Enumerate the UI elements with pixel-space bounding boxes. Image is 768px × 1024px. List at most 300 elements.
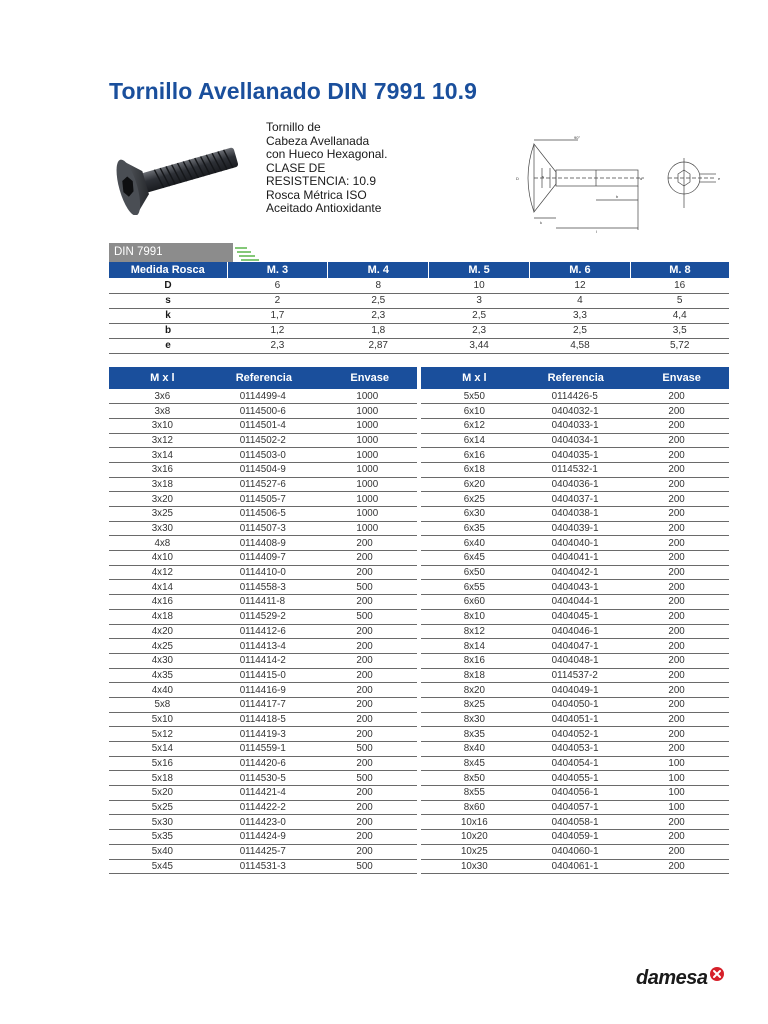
size-cell: 10x25: [421, 844, 528, 859]
spec-cell: 2,5: [328, 293, 429, 308]
technical-drawing: [512, 134, 724, 234]
reference-cell: 0114537-2: [528, 668, 641, 683]
size-cell: 4x8: [109, 536, 216, 551]
spec-cell: 4,58: [530, 338, 631, 353]
package-cell: 200: [328, 815, 417, 830]
table-row: [109, 565, 729, 580]
size-cell: 6x10: [421, 404, 528, 419]
package-cell: 200: [640, 536, 729, 551]
package-cell: 1000: [328, 433, 417, 448]
size-cell: 3x18: [109, 477, 216, 492]
size-cell: 6x14: [421, 433, 528, 448]
brand-mark-icon: [710, 967, 724, 981]
package-cell: 200: [640, 859, 729, 874]
size-cell: 4x40: [109, 683, 216, 698]
spec-cell: 5,72: [630, 338, 729, 353]
reference-cell: 0114559-1: [216, 742, 329, 757]
reference-cell: 0404043-1: [528, 580, 641, 595]
size-cell: 6x55: [421, 580, 528, 595]
size-cell: 5x16: [109, 756, 216, 771]
size-cell: 6x20: [421, 477, 528, 492]
package-cell: 200: [328, 800, 417, 815]
size-cell: 5x10: [109, 712, 216, 727]
package-cell: 1000: [328, 404, 417, 419]
size-cell: 3x12: [109, 433, 216, 448]
table-row: [109, 859, 729, 874]
size-cell: 4x14: [109, 580, 216, 595]
size-cell: 6x50: [421, 565, 528, 580]
package-cell: 200: [328, 595, 417, 610]
reference-cell: 0404045-1: [528, 609, 641, 624]
ref-header-cell: Envase: [328, 367, 417, 389]
size-cell: 3x10: [109, 418, 216, 433]
spec-table-row: [109, 338, 729, 353]
spec-cell: 3: [429, 293, 530, 308]
description-line: RESISTENCIA: 10.9: [266, 174, 377, 188]
reference-cell: 0404052-1: [528, 727, 641, 742]
reference-cell: 0114501-4: [216, 418, 329, 433]
size-cell: 6x35: [421, 521, 528, 536]
ref-header-cell: M x l: [421, 367, 528, 389]
section-label: [109, 243, 249, 262]
package-cell: 200: [640, 727, 729, 742]
package-cell: 200: [328, 565, 417, 580]
package-cell: 200: [328, 653, 417, 668]
description-line: Aceitado Antioxidante: [266, 201, 382, 215]
reference-cell: 0114505-7: [216, 492, 329, 507]
reference-cell: 0114414-2: [216, 653, 329, 668]
size-cell: 5x20: [109, 786, 216, 801]
size-cell: 8x20: [421, 683, 528, 698]
table-row: [109, 683, 729, 698]
package-cell: 200: [640, 624, 729, 639]
size-cell: 5x40: [109, 844, 216, 859]
package-cell: 200: [640, 580, 729, 595]
reference-table-header: [109, 367, 729, 389]
table-row: [109, 404, 729, 419]
package-cell: 200: [640, 683, 729, 698]
brand-logo: [636, 967, 724, 990]
spec-row-label: b: [109, 323, 227, 338]
page-title: Tornillo Avellanado DIN 7991 10.9: [109, 78, 478, 104]
reference-cell: 0114558-3: [216, 580, 329, 595]
spec-cell: 2,87: [328, 338, 429, 353]
reference-cell: 0114499-4: [216, 389, 329, 404]
size-cell: 6x12: [421, 418, 528, 433]
spec-cell: 5: [630, 293, 729, 308]
reference-cell: 0404042-1: [528, 565, 641, 580]
diagram-label-b: b: [616, 194, 619, 199]
spec-header-cell: M. 8: [630, 262, 729, 278]
size-cell: 5x14: [109, 742, 216, 757]
size-cell: 5x50: [421, 389, 528, 404]
spec-cell: 3,3: [530, 308, 631, 323]
package-cell: 500: [328, 742, 417, 757]
reference-cell: 0404050-1: [528, 697, 641, 712]
size-cell: 8x60: [421, 800, 528, 815]
table-row: [109, 727, 729, 742]
size-cell: 6x18: [421, 462, 528, 477]
reference-cell: 0404033-1: [528, 418, 641, 433]
package-cell: 200: [328, 756, 417, 771]
package-cell: 200: [640, 433, 729, 448]
spec-cell: 2,3: [227, 338, 328, 353]
size-cell: 8x14: [421, 639, 528, 654]
table-row: [109, 580, 729, 595]
reference-cell: 0404058-1: [528, 815, 641, 830]
package-cell: 200: [328, 683, 417, 698]
diagram-label-l: l: [596, 229, 597, 234]
table-row: [109, 830, 729, 845]
package-cell: 200: [640, 830, 729, 845]
package-cell: 200: [640, 507, 729, 522]
spec-cell: 2,3: [328, 308, 429, 323]
spec-cell: 4,4: [630, 308, 729, 323]
diagram-label-e: e: [718, 176, 721, 181]
package-cell: 200: [640, 697, 729, 712]
section-label-text: DIN 7991: [109, 243, 229, 262]
table-row: [109, 800, 729, 815]
size-cell: 10x20: [421, 830, 528, 845]
size-cell: 3x6: [109, 389, 216, 404]
package-cell: 200: [640, 521, 729, 536]
ref-header-cell: M x l: [109, 367, 216, 389]
size-cell: 8x25: [421, 697, 528, 712]
reference-cell: 0404037-1: [528, 492, 641, 507]
reference-cell: 0114408-9: [216, 536, 329, 551]
package-cell: 100: [640, 786, 729, 801]
spec-cell: 8: [328, 278, 429, 293]
package-cell: 200: [640, 389, 729, 404]
package-cell: 1000: [328, 507, 417, 522]
package-cell: 200: [640, 418, 729, 433]
package-cell: 200: [328, 551, 417, 566]
stripes-decoration-icon: [229, 243, 259, 262]
spec-cell: 2,3: [429, 323, 530, 338]
reference-cell: 0404049-1: [528, 683, 641, 698]
table-row: [109, 595, 729, 610]
description-line: Tornillo de: [266, 120, 321, 134]
spec-table-row: [109, 278, 729, 293]
size-cell: 4x16: [109, 595, 216, 610]
spec-cell: 1,2: [227, 323, 328, 338]
reference-cell: 0404036-1: [528, 477, 641, 492]
size-cell: 6x60: [421, 595, 528, 610]
table-row: [109, 697, 729, 712]
size-cell: 5x45: [109, 859, 216, 874]
size-cell: 3x16: [109, 462, 216, 477]
size-cell: 10x16: [421, 815, 528, 830]
reference-cell: 0404059-1: [528, 830, 641, 845]
reference-cell: 0114503-0: [216, 448, 329, 463]
reference-cell: 0404056-1: [528, 786, 641, 801]
table-row: [109, 477, 729, 492]
package-cell: 200: [328, 668, 417, 683]
size-cell: 5x35: [109, 830, 216, 845]
spec-cell: 4: [530, 293, 631, 308]
spec-cell: 1,8: [328, 323, 429, 338]
package-cell: 500: [328, 609, 417, 624]
package-cell: 500: [328, 771, 417, 786]
spec-cell: 1,7: [227, 308, 328, 323]
spec-cell: 2,5: [429, 308, 530, 323]
reference-cell: 0114423-0: [216, 815, 329, 830]
size-cell: 8x45: [421, 756, 528, 771]
package-cell: 200: [640, 653, 729, 668]
reference-cell: 0114411-8: [216, 595, 329, 610]
size-cell: 8x18: [421, 668, 528, 683]
package-cell: 1000: [328, 389, 417, 404]
package-cell: 1000: [328, 462, 417, 477]
reference-cell: 0404039-1: [528, 521, 641, 536]
reference-cell: 0114529-2: [216, 609, 329, 624]
size-cell: 8x10: [421, 609, 528, 624]
package-cell: 200: [328, 624, 417, 639]
diagram-label-k: k: [540, 220, 542, 225]
package-cell: 1000: [328, 521, 417, 536]
package-cell: 200: [640, 844, 729, 859]
size-cell: 4x20: [109, 624, 216, 639]
spec-header-cell: M. 4: [328, 262, 429, 278]
package-cell: 200: [328, 844, 417, 859]
table-row: [109, 756, 729, 771]
size-cell: 6x16: [421, 448, 528, 463]
table-row: [109, 653, 729, 668]
size-cell: 4x30: [109, 653, 216, 668]
reference-cell: 0404046-1: [528, 624, 641, 639]
table-row: [109, 462, 729, 477]
reference-cell: 0114413-4: [216, 639, 329, 654]
size-cell: 4x25: [109, 639, 216, 654]
table-row: [109, 844, 729, 859]
size-cell: 4x35: [109, 668, 216, 683]
reference-cell: 0404061-1: [528, 859, 641, 874]
spec-cell: 12: [530, 278, 631, 293]
package-cell: 200: [328, 727, 417, 742]
size-cell: 6x45: [421, 551, 528, 566]
table-row: [109, 418, 729, 433]
size-cell: 8x55: [421, 786, 528, 801]
size-cell: 4x18: [109, 609, 216, 624]
table-row: [109, 639, 729, 654]
package-cell: 200: [640, 742, 729, 757]
size-cell: 5x18: [109, 771, 216, 786]
reference-cell: 0404055-1: [528, 771, 641, 786]
package-cell: 200: [328, 712, 417, 727]
reference-cell: 0404038-1: [528, 507, 641, 522]
reference-cell: 0114527-6: [216, 477, 329, 492]
reference-cell: 0114416-9: [216, 683, 329, 698]
size-cell: 3x14: [109, 448, 216, 463]
reference-cell: 0404044-1: [528, 595, 641, 610]
package-cell: 200: [640, 448, 729, 463]
size-cell: 6x25: [421, 492, 528, 507]
reference-cell: 0114425-7: [216, 844, 329, 859]
ref-header-cell: Envase: [640, 367, 729, 389]
brand-name: damesa: [636, 967, 708, 989]
reference-table: [109, 367, 729, 874]
reference-cell: 0114417-7: [216, 697, 329, 712]
spec-header-cell: M. 6: [530, 262, 631, 278]
reference-cell: 0114420-6: [216, 756, 329, 771]
reference-cell: 0404048-1: [528, 653, 641, 668]
package-cell: 200: [640, 595, 729, 610]
package-cell: 500: [328, 859, 417, 874]
reference-cell: 0404057-1: [528, 800, 641, 815]
ref-header-cell: Referencia: [216, 367, 329, 389]
package-cell: 100: [640, 800, 729, 815]
package-cell: 500: [328, 580, 417, 595]
reference-cell: 0404053-1: [528, 742, 641, 757]
reference-cell: 0404034-1: [528, 433, 641, 448]
spec-cell: 6: [227, 278, 328, 293]
reference-cell: 0114409-7: [216, 551, 329, 566]
table-row: [109, 786, 729, 801]
table-row: [109, 492, 729, 507]
package-cell: 200: [640, 492, 729, 507]
spec-cell: 3,5: [630, 323, 729, 338]
spec-row-label: s: [109, 293, 227, 308]
reference-cell: 0114500-6: [216, 404, 329, 419]
spec-row-label: k: [109, 308, 227, 323]
size-cell: 8x35: [421, 727, 528, 742]
package-cell: 200: [640, 815, 729, 830]
reference-cell: 0114530-5: [216, 771, 329, 786]
reference-cell: 0404041-1: [528, 551, 641, 566]
size-cell: 8x30: [421, 712, 528, 727]
reference-cell: 0404040-1: [528, 536, 641, 551]
spec-table-row: [109, 323, 729, 338]
table-row: [109, 815, 729, 830]
reference-cell: 0114426-5: [528, 389, 641, 404]
reference-cell: 0114421-4: [216, 786, 329, 801]
reference-cell: 0114422-2: [216, 800, 329, 815]
package-cell: 200: [328, 639, 417, 654]
package-cell: 200: [640, 404, 729, 419]
reference-cell: 0404047-1: [528, 639, 641, 654]
diagram-label-s: s: [542, 174, 544, 179]
description-line: con Hueco Hexagonal.: [266, 147, 388, 161]
spec-header-cell: M. 3: [227, 262, 328, 278]
spec-header-cell: Medida Rosca: [109, 262, 227, 278]
spec-table-row: [109, 308, 729, 323]
size-cell: 5x30: [109, 815, 216, 830]
table-row: [109, 536, 729, 551]
table-row: [109, 389, 729, 404]
reference-cell: 0114415-0: [216, 668, 329, 683]
reference-cell: 0114506-5: [216, 507, 329, 522]
size-cell: 3x20: [109, 492, 216, 507]
reference-cell: 0404051-1: [528, 712, 641, 727]
reference-cell: 0404035-1: [528, 448, 641, 463]
table-row: [109, 609, 729, 624]
description-line: Cabeza Avellanada: [266, 133, 370, 148]
package-cell: 200: [640, 551, 729, 566]
table-row: [109, 742, 729, 757]
reference-cell: 0114532-1: [528, 462, 641, 477]
reference-cell: 0114419-3: [216, 727, 329, 742]
size-cell: 8x50: [421, 771, 528, 786]
package-cell: 1000: [328, 492, 417, 507]
reference-cell: 0114507-3: [216, 521, 329, 536]
spec-table: [109, 262, 729, 354]
package-cell: 200: [328, 830, 417, 845]
size-cell: 6x40: [421, 536, 528, 551]
size-cell: 3x8: [109, 404, 216, 419]
reference-cell: 0114531-3: [216, 859, 329, 874]
size-cell: 6x30: [421, 507, 528, 522]
spec-header-cell: M. 5: [429, 262, 530, 278]
table-row: [109, 712, 729, 727]
package-cell: 100: [640, 771, 729, 786]
spec-cell: 3,44: [429, 338, 530, 353]
size-cell: 8x16: [421, 653, 528, 668]
screw-photo: [112, 130, 247, 215]
table-row: [109, 771, 729, 786]
diagram-label-D: D: [516, 176, 519, 181]
table-row: [109, 433, 729, 448]
size-cell: 5x12: [109, 727, 216, 742]
size-cell: 8x12: [421, 624, 528, 639]
spec-cell: 2,5: [530, 323, 631, 338]
package-cell: 200: [640, 668, 729, 683]
package-cell: 200: [640, 462, 729, 477]
ref-header-cell: Referencia: [528, 367, 641, 389]
table-row: [109, 507, 729, 522]
spec-cell: 10: [429, 278, 530, 293]
reference-cell: 0114502-2: [216, 433, 329, 448]
reference-cell: 0114412-6: [216, 624, 329, 639]
spec-row-label: D: [109, 278, 227, 293]
spec-cell: 16: [630, 278, 729, 293]
size-cell: 4x12: [109, 565, 216, 580]
spec-cell: 2: [227, 293, 328, 308]
product-description: [266, 121, 426, 216]
reference-cell: 0114418-5: [216, 712, 329, 727]
description-line: Rosca Métrica ISO: [266, 187, 367, 202]
reference-cell: 0114410-0: [216, 565, 329, 580]
package-cell: 200: [640, 639, 729, 654]
table-row: [109, 551, 729, 566]
reference-cell: 0114504-9: [216, 462, 329, 477]
diagram-label-angle: 90°: [574, 135, 581, 140]
size-cell: 5x8: [109, 697, 216, 712]
size-cell: 3x25: [109, 507, 216, 522]
diagram-label-d: d: [640, 176, 643, 181]
size-cell: 3x30: [109, 521, 216, 536]
package-cell: 200: [640, 712, 729, 727]
package-cell: 1000: [328, 448, 417, 463]
reference-cell: 0404054-1: [528, 756, 641, 771]
spec-row-label: e: [109, 338, 227, 353]
reference-cell: 0114424-9: [216, 830, 329, 845]
package-cell: 200: [328, 536, 417, 551]
size-cell: 8x40: [421, 742, 528, 757]
reference-cell: 0404032-1: [528, 404, 641, 419]
package-cell: 1000: [328, 418, 417, 433]
table-row: [109, 448, 729, 463]
reference-cell: 0404060-1: [528, 844, 641, 859]
table-row: [109, 521, 729, 536]
package-cell: 1000: [328, 477, 417, 492]
package-cell: 100: [640, 756, 729, 771]
size-cell: 4x10: [109, 551, 216, 566]
package-cell: 200: [640, 565, 729, 580]
package-cell: 200: [640, 477, 729, 492]
size-cell: 5x25: [109, 800, 216, 815]
table-row: [109, 668, 729, 683]
package-cell: 200: [640, 609, 729, 624]
